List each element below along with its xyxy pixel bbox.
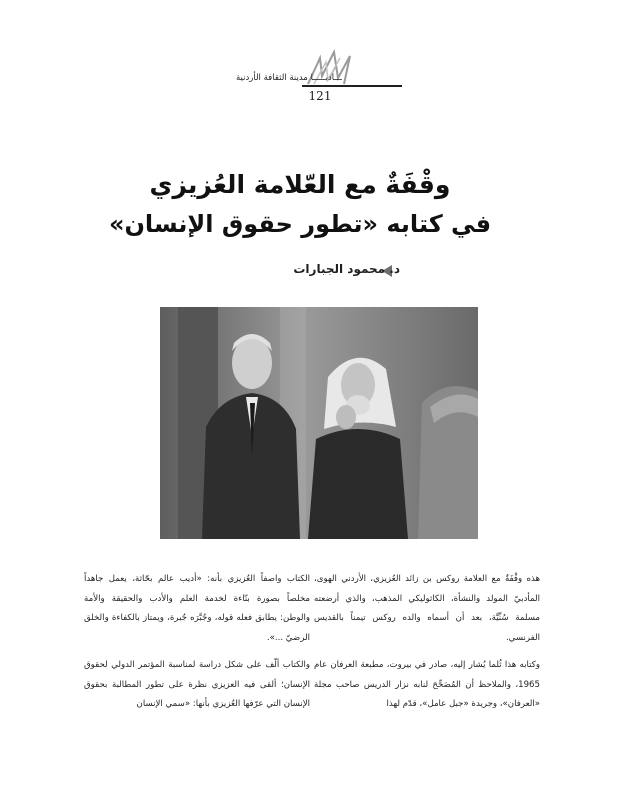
magazine-name: ـــادبـــــا [310, 73, 342, 83]
header-divider [302, 85, 402, 87]
page-header [230, 48, 410, 106]
body-column-right [314, 570, 540, 723]
photograph-icon [160, 307, 478, 539]
magazine-logo-icon [230, 48, 410, 90]
magazine-subtitle: مدينة الثقافة الأردنية [236, 73, 308, 83]
article-title-line-2: في كتابه «تطور حقوق الإنسان» [108, 210, 492, 238]
article-photo [160, 307, 478, 539]
paragraph: والكتاب ألّف على شكل دراسة لمناسبة المؤتمر الدولي لحقوق الإنسان؛ ألقى فيه العزيزي نظرة على تطور المطالبة بحقوق الإنسان التي عرّفها العُزيزي بأنها: «سمي الإنسان [84, 660, 310, 709]
author-name: د. محمود الجبارات [293, 262, 400, 276]
paragraph: الكتاب واصفاً العُزيزي بأنه: «أديب عالم بحّاثة، يعمل جاهداً مخلصاً بصورة بنّاءة لخدمة العلم والأدب والحقيقة والأمة والوطن: يطابق فعله قوله، وجُبَّرَه جُبرة، ويمتاز بالكفاءة والخلق الرضيّ ...». [84, 574, 310, 643]
paragraph: هذه وقْفَةٌ مع العلامة روكس بن زائد العُزيزي، الأردني الهوى، المأدبيّ المولد والنشأة، الكاثوليكي المذهب، والذي أرضعته مسلمة سُنِّيَّة، بعد أن أسماه والده روكس تيمناً بالقديس الفرنسي. [314, 574, 540, 643]
page-number: 121 [308, 89, 332, 103]
article-title-line-1: وقْفَةٌ مع العّلامة العُزيزي [149, 170, 451, 199]
body-column-left [84, 570, 310, 723]
header-title [236, 73, 342, 83]
paragraph: وكتابه هذا ثُلما يُشار إليه، صادر في بيروت، مطبعة العرفان عام 1965، والملاحظ أن المُصَحِّحَ لنابه نزار الدريس صاحب مجلة «العرفان»، وجريدة «جبل عامل»، قدّم لهذا [314, 660, 540, 709]
